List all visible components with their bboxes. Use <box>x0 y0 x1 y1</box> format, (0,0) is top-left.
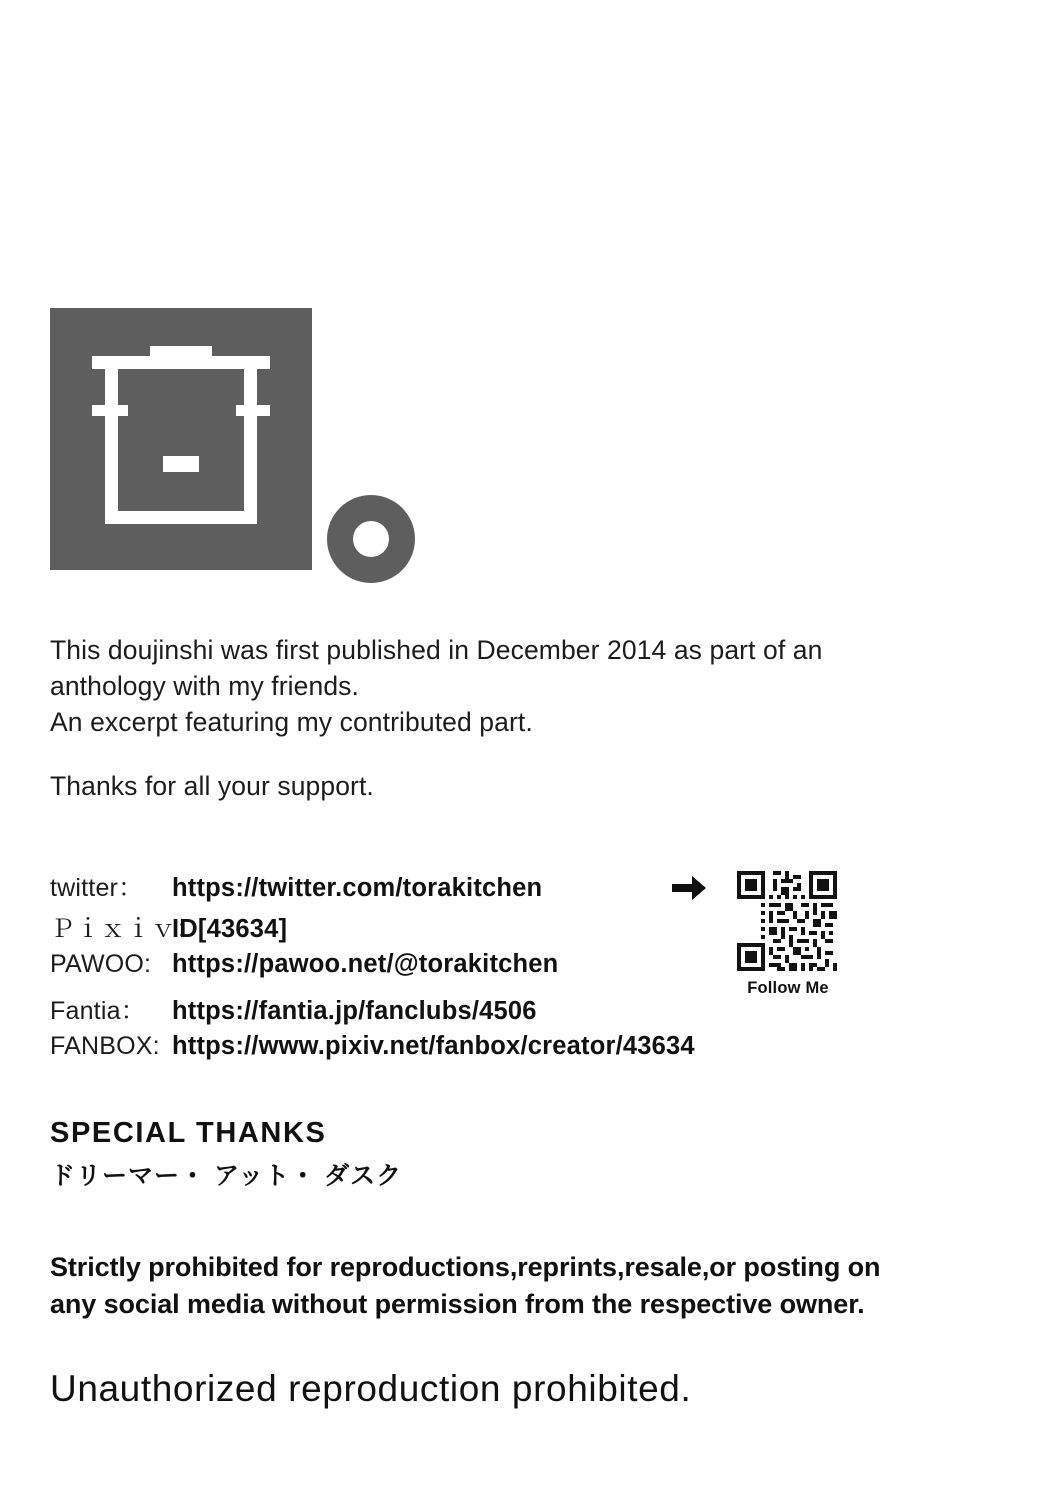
logo-square-mark <box>50 308 312 570</box>
logo-glyph-tab <box>150 346 212 360</box>
intro-spacer <box>50 740 980 768</box>
qr-code-block <box>737 871 839 998</box>
logo <box>50 308 430 573</box>
link-label-fanbox: FANBOX: <box>50 1032 160 1060</box>
intro-line-1: This doujinshi was first published in December 2014 as part of an <box>50 635 823 665</box>
logo-glyph-mouth <box>163 456 199 472</box>
list-item[interactable] <box>50 991 750 1032</box>
logo-circle-hole <box>353 521 389 557</box>
special-thanks-title: SPECIAL THANKS <box>50 1117 327 1149</box>
social-links-list <box>50 868 750 1073</box>
notice-line-2: any social media without permission from the respective owner. <box>50 1289 865 1319</box>
list-item[interactable] <box>50 1032 750 1073</box>
link-value-fantia[interactable]: https://fantia.jp/fanclubs/4506 <box>172 997 537 1025</box>
list-item[interactable] <box>50 909 750 950</box>
intro-line-2: anthology with my friends. <box>50 671 359 701</box>
intro-line-3: An excerpt featuring my contributed part. <box>50 707 533 737</box>
link-value-fanbox[interactable]: https://www.pixiv.net/fanbox/creator/43634 <box>172 1032 695 1060</box>
list-item[interactable] <box>50 950 750 991</box>
link-label-fantia: Fantia： <box>50 997 146 1025</box>
qr-code-icon[interactable] <box>737 871 837 971</box>
logo-glyph-inner-block <box>118 370 244 408</box>
right-arrow-icon <box>672 873 708 903</box>
unauthorized-reproduction-warning: Unauthorized reproduction prohibited. <box>50 1368 692 1409</box>
special-thanks-name: ドリーマー・ アット・ ダスク <box>50 1162 403 1190</box>
logo-glyph-midbar-right <box>236 405 270 416</box>
link-label-pawoo: PAWOO: <box>50 950 152 978</box>
logo-glyph-midbar-left <box>92 405 128 416</box>
intro-text <box>50 632 980 804</box>
special-thanks-block <box>50 1117 950 1192</box>
link-value-twitter[interactable]: https://twitter.com/torakitchen <box>172 874 543 902</box>
link-value-pawoo[interactable]: https://pawoo.net/@torakitchen <box>172 950 559 978</box>
list-item[interactable] <box>50 868 750 909</box>
qr-caption: Follow Me <box>747 979 829 997</box>
link-label-twitter: twitter： <box>50 874 144 902</box>
notice-line-1: Strictly prohibited for reproductions,reprints,resale,or posting on <box>50 1252 881 1282</box>
copyright-notice <box>50 1249 960 1323</box>
intro-line-4: Thanks for all your support. <box>50 771 374 801</box>
link-label-pixiv: Ｐｉｘｉｖ： <box>50 915 202 943</box>
link-value-pixiv[interactable]: ID[43634] <box>172 915 288 943</box>
